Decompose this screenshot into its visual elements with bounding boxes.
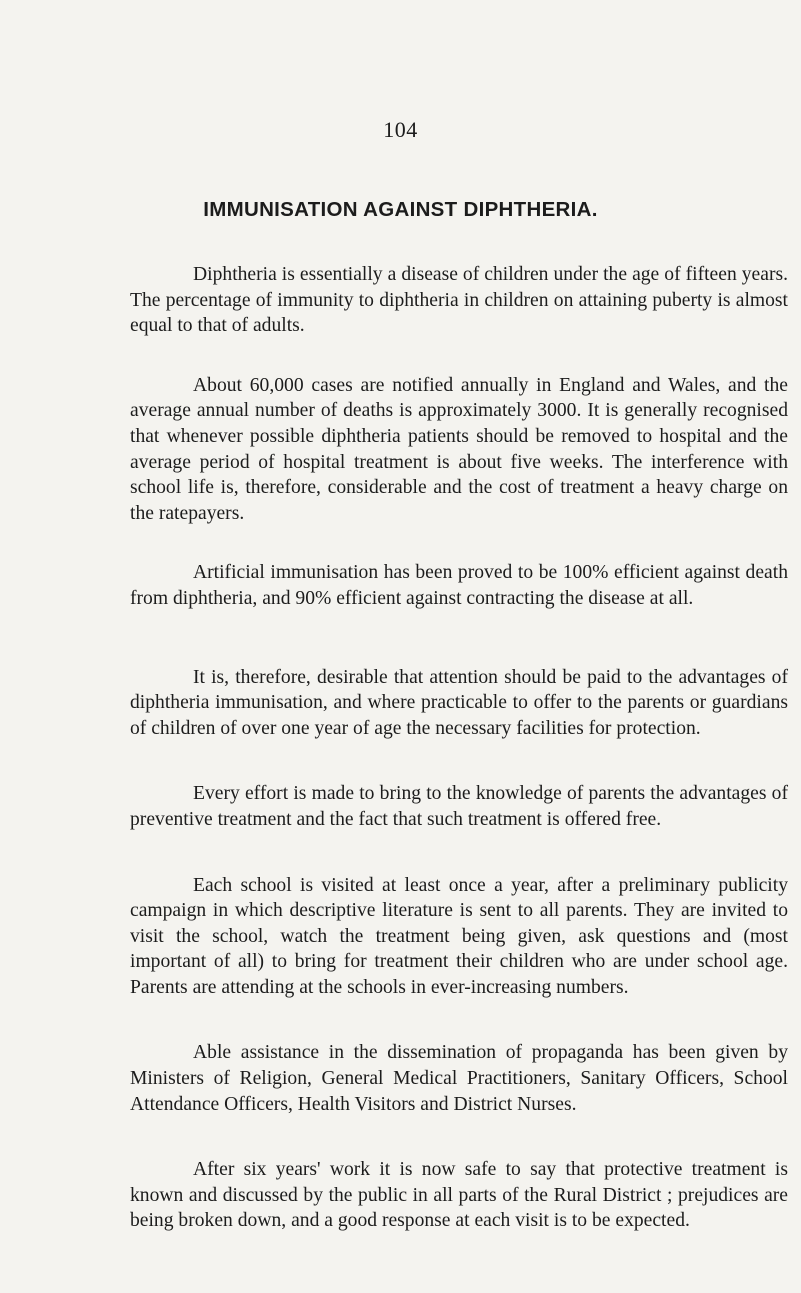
- page-title: IMMUNISATION AGAINST DIPHTHERIA.: [203, 198, 598, 221]
- paragraph-4: It is, therefore, desirable that attention should be paid to the advantages of diphtheria immunisation, and where practicable to offer to the parents or guardians of children of over one year of age the necessary facilities for protection.: [130, 666, 788, 739]
- paragraph-6: Each school is visited at least once a year, after a preliminary publicity campaign in which descriptive literature is sent to all parents. They are invited to visit the school, watch the treatment being given, ask questions and (most important of all) to bring for treatment their children who are under school age. Parents are attending at the schools in ever-increasing numbers.: [130, 874, 788, 998]
- paragraph-8: After six years' work it is now safe to say that protective treatment is known and discussed by the public in all parts of the Rural District ; prejudices are being broken down, and a good response at each visit is to be expected.: [130, 1159, 788, 1232]
- page-number: 104: [383, 117, 418, 142]
- paragraph-3: Artificial immunisation has been proved to be 100% efficient against death from diphtheria, and 90% efficient against contracting the disease at all.: [130, 562, 788, 609]
- paragraph-7: Able assistance in the dissemination of propaganda has been given by Ministers of Religion, General Medical Practitioners, Sanitary Officers, School Attendance Officers, Health Visitors and District Nurses.: [130, 1042, 788, 1115]
- paragraph-5: Every effort is made to bring to the knowledge of parents the advantages of preventive treatment and the fact that such treatment is offered free.: [130, 783, 788, 830]
- document-body: [130, 262, 788, 1234]
- paragraph-2: About 60,000 cases are notified annually in England and Wales, and the average annual number of deaths is approximately 3000. It is generally recognised that whenever possible diphtheria patients should be removed to hospital and the average period of hospital treatment is about five weeks. The interference with school life is, therefore, considerable and the cost of treatment a heavy charge on the ratepayers.: [130, 374, 788, 524]
- paragraph-1: Diphtheria is essentially a disease of children under the age of fifteen years. The percentage of immunity to diphtheria in children on attaining puberty is almost equal to that of adults.: [130, 264, 788, 337]
